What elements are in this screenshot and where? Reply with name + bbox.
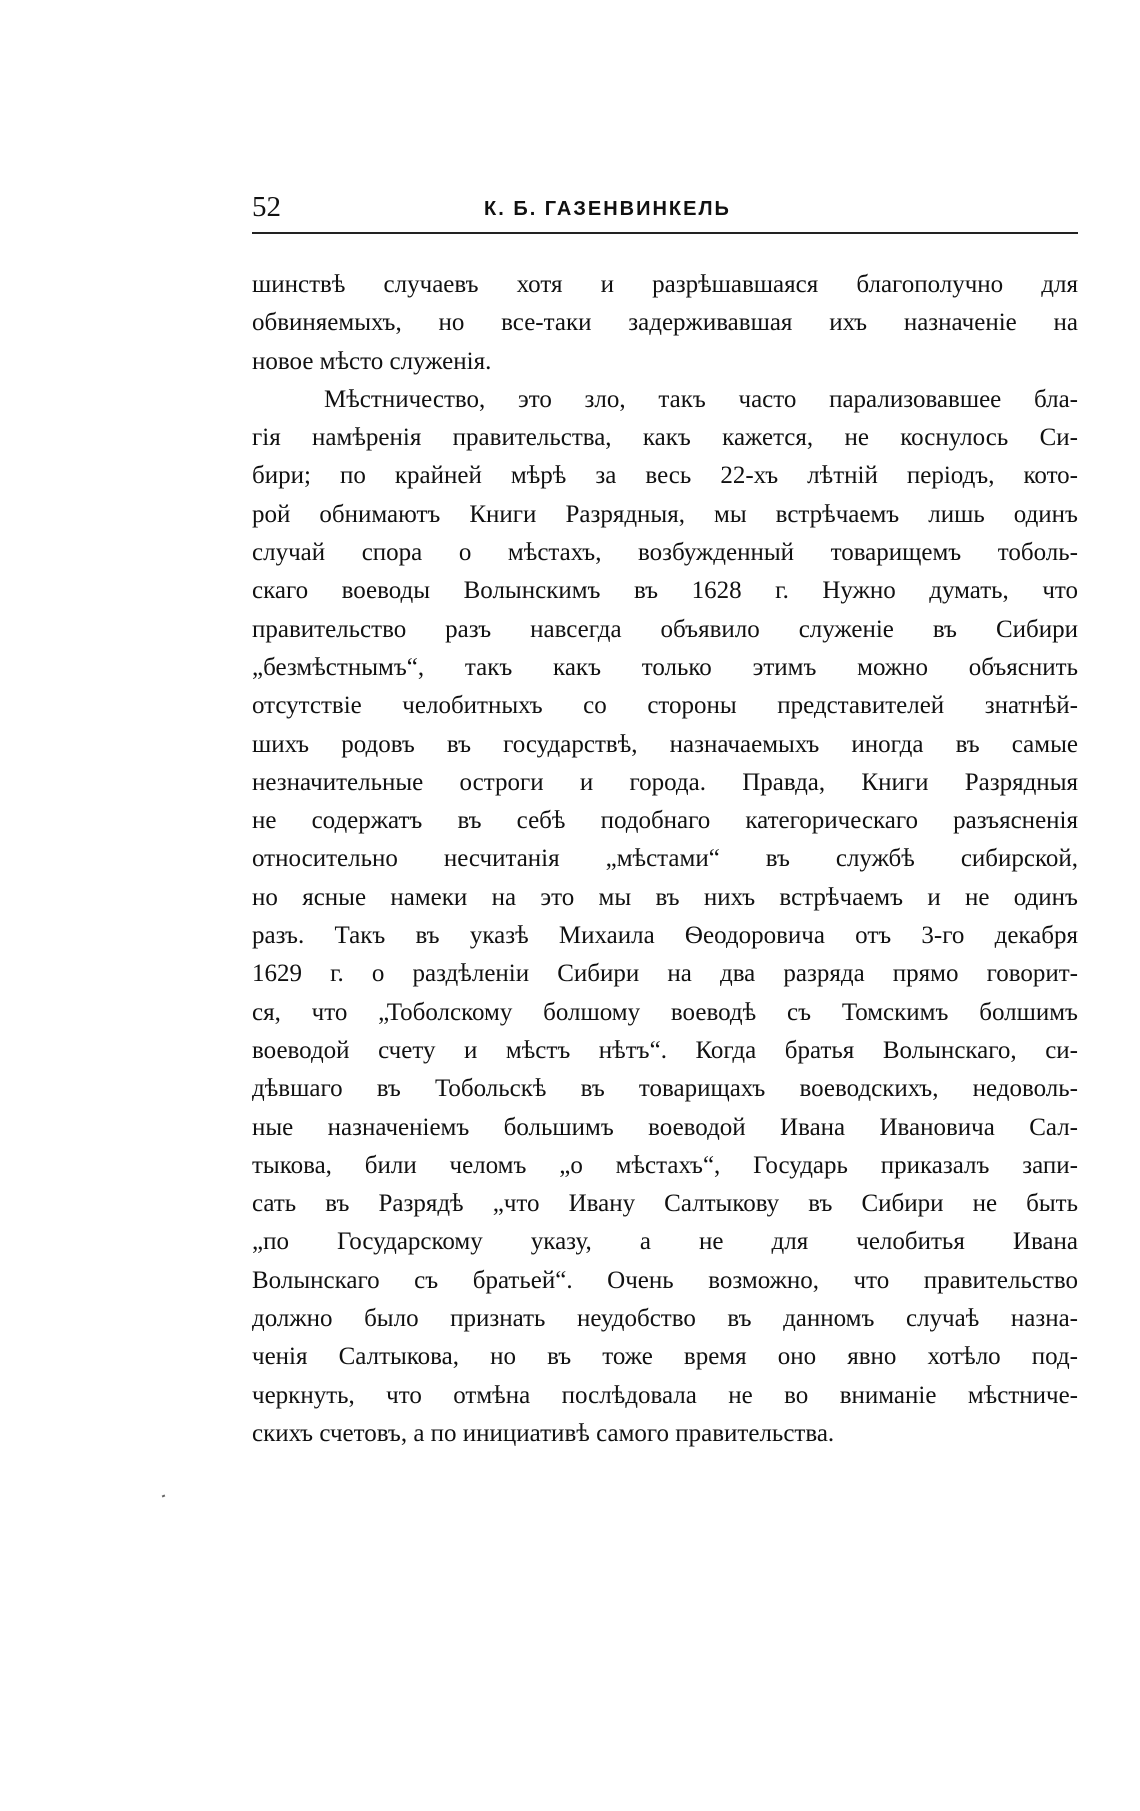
text-line: Мѣстничество, это зло, такъ часто парализовавшее бла- [324,385,1078,413]
text-line: относительно несчитанія „мѣстами“ въ службѣ сибирской, [252,845,1078,873]
text-line: воеводой счету и мѣстъ нѣтъ“. Когда братья Волынскаго, си- [252,1036,1078,1064]
text-line: Волынскаго съ братьей“. Очень возможно, что правительство [252,1266,1078,1294]
text-line: „безмѣстнымъ“, такъ какъ только этимъ можно объяснить [252,653,1078,681]
body-text [252,266,1078,1453]
text-line: разъ. Такъ въ указѣ Михаила Ѳеодоровича отъ 3-го декабря [252,922,1078,950]
text-line: шинствѣ случаевъ хотя и разрѣшавшаяся благополучно для [252,271,1078,298]
text-line: сать въ Разрядѣ „что Ивану Салтыкову въ Сибири не быть [252,1190,1078,1218]
text-line: ся, что „Тоболскому болшому воеводѣ съ Томскимъ болшимъ [252,998,1078,1026]
page-number: 52 [252,191,281,223]
text-line: но ясные намеки на это мы въ нихъ встрѣчаемъ и не одинъ [252,883,1078,911]
text-line: должно было признать неудобство въ данномъ случаѣ назна- [252,1305,1078,1333]
text-line: гія намѣренія правительства, какъ кажется, не коснулось Си- [252,424,1078,452]
running-head [252,190,1078,230]
text-line: бири; по крайней мѣрѣ за весь 22-хъ лѣтній періодъ, кото- [252,462,1078,490]
text-line: тыкова, били челомъ „о мѣстахъ“, Государь приказалъ запи- [252,1151,1078,1179]
text-line: ные назначеніемъ большимъ воеводой Ивана Ивановича Сал- [252,1113,1078,1141]
text-line: ченія Салтыкова, но въ тоже время оно явно хотѣло под- [252,1343,1078,1371]
header-rule [252,232,1078,234]
text-line: „по Государскому указу, а не для челобитья Ивана [252,1228,1078,1256]
text-line: дѣвшаго въ Тобольскѣ въ товарищахъ воеводскихъ, недоволь- [252,1075,1078,1103]
text-line: случай спора о мѣстахъ, возбужденный товарищемъ тоболь- [252,539,1078,567]
text-line: правительство разъ навсегда объявило служеніе въ Сибири [252,615,1078,643]
text-line: черкнуть, что отмѣна послѣдовала не во вниманіе мѣстниче- [252,1381,1078,1409]
text-line: 1629 г. о раздѣленіи Сибири на два разряда прямо говорит- [252,960,1078,988]
scan-speck [162,1495,166,1498]
paragraph-1 [252,266,1078,381]
text-line: незначительные остроги и города. Правда, Книги Разрядныя [252,768,1078,796]
text-line: отсутствіе челобитныхъ со стороны представителей знатнѣй- [252,692,1078,720]
text-line: новое мѣсто служенія. [252,347,492,375]
text-line: рой обнимаютъ Книги Разрядныя, мы встрѣчаемъ лишь одинъ [252,500,1078,528]
text-line: скаго воеводы Волынскимъ въ 1628 г. Нужно думать, что [252,577,1078,605]
paragraph-2 [252,381,1078,1453]
text-line: шихъ родовъ въ государствѣ, назначаемыхъ иногда въ самые [252,730,1078,758]
text-line: не содержатъ въ себѣ подобнаго категорическаго разъясненія [252,807,1078,835]
text-line: скихъ счетовъ, а по инициативѣ самого правительства. [252,1419,835,1447]
text-line: обвиняемыхъ, но все-таки задерживавшая ихъ назначеніе на [252,309,1078,337]
running-title: К. Б. ГАЗЕНВИНКЕЛЬ [484,198,731,220]
